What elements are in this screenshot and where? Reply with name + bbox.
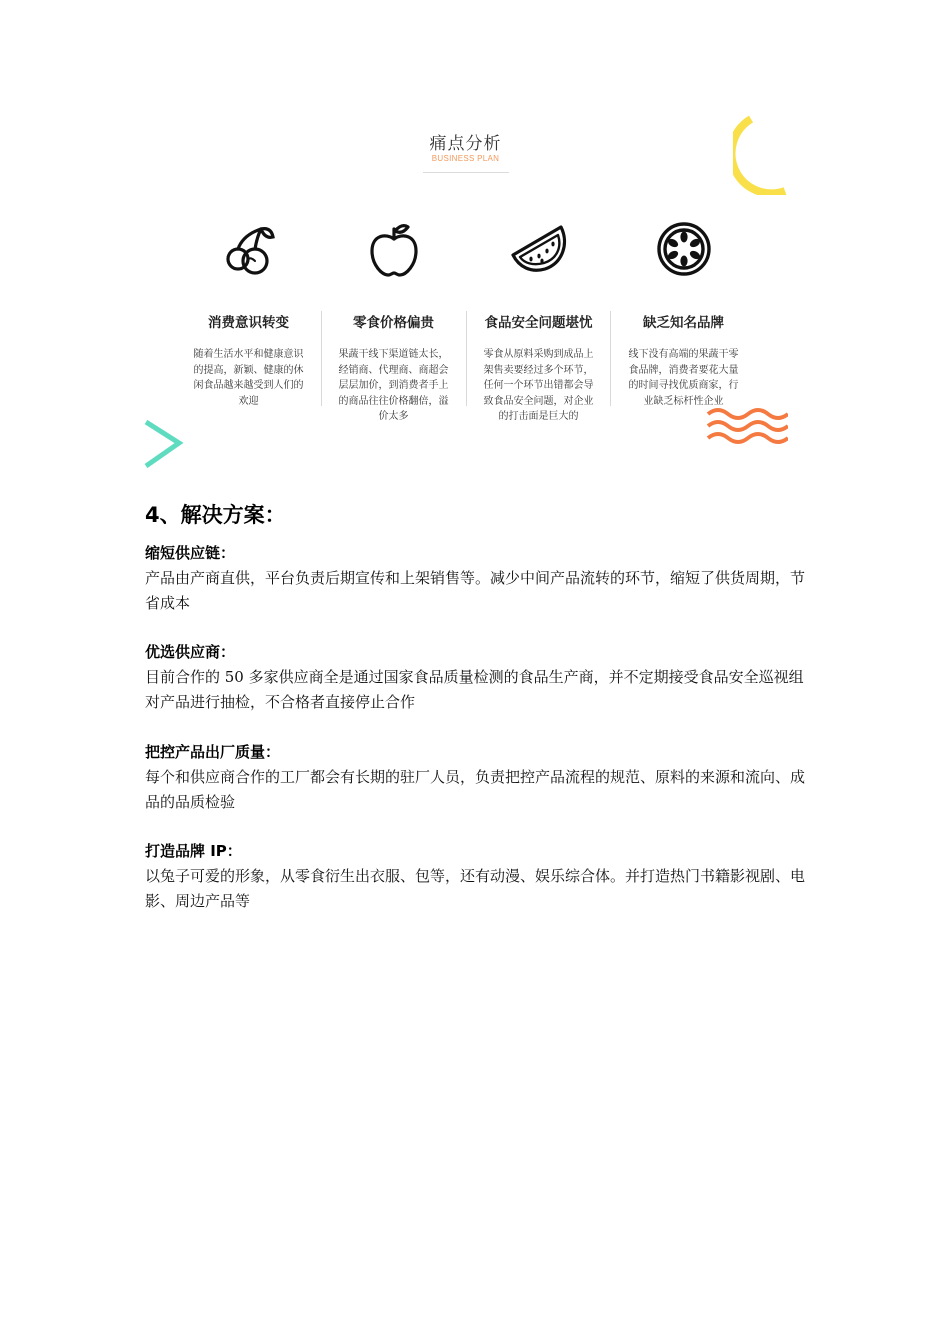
pain-point-column <box>321 221 466 425</box>
watermelon-icon <box>509 221 569 277</box>
column-title: 食品安全问题堪忧 <box>484 315 593 331</box>
column-description: 零食从原料采购到成品上架售卖要经过多个环节，任何一个环节出错都会导致食品安全问题，对企业的打击面是巨大的 <box>483 349 594 422</box>
banner-subtitle: BUSINESS PLAN <box>431 154 500 163</box>
solution-body: 以兔子可爱的形象，从零食衍生出衣服、包等，还有动漫、娱乐综合体。并打造热门书籍影视剧、电影、周边产品等 <box>145 867 806 910</box>
cherry-icon <box>221 221 277 277</box>
apple-icon <box>366 221 422 277</box>
solution-body: 产品由产商直供，平台负责后期宣传和上架销售等。减少中间产品流转的环节，缩短了供货周期，节省成本 <box>145 569 806 612</box>
citrus-slice-icon <box>656 221 712 277</box>
solution-label: 优选供应商： <box>145 643 236 661</box>
orange-wave-decoration <box>706 406 788 451</box>
solution-item <box>145 839 810 914</box>
column-title: 零食价格偏贵 <box>353 315 434 331</box>
column-description: 随着生活水平和健康意识的提高，新颖、健康的休闲食品越来越受到人们的欢迎 <box>193 349 304 407</box>
solution-label: 把控产品出厂质量： <box>145 743 281 761</box>
title-underline <box>423 172 509 173</box>
section-heading: 4、解决方案： <box>145 503 286 527</box>
teal-triangle-decoration <box>143 418 185 468</box>
solution-body: 目前合作的 50 多家供应商全是通过国家食品质量检测的食品生产商，并不定期接受食品安全巡视组对产品进行抽检，不合格者直接停止合作 <box>145 668 804 711</box>
pain-point-column <box>611 221 756 409</box>
column-description: 果蔬干线下渠道链太长，经销商、代理商、商超会层层加价，到消费者手上的商品往往价格翻倍，溢价太多 <box>338 349 449 422</box>
solution-label: 缩短供应链： <box>145 544 236 562</box>
solution-item <box>145 541 810 616</box>
solution-item <box>145 640 810 715</box>
column-title: 缺乏知名品牌 <box>643 315 724 331</box>
pain-point-banner <box>143 113 788 468</box>
pain-point-column <box>176 221 321 409</box>
solution-body: 每个和供应商合作的工厂都会有长期的驻厂人员，负责把控产品流程的规范、原料的来源和流向、成品的品质检验 <box>145 768 806 811</box>
column-title: 消费意识转变 <box>208 315 289 331</box>
pain-point-column <box>466 221 611 425</box>
solution-label: 打造品牌 IP： <box>145 842 242 860</box>
solution-item <box>145 740 810 815</box>
column-description: 线下没有高端的果蔬干零食品牌，消费者要花大量的时间寻找优质商家，行业缺乏标杆性企业 <box>628 349 739 407</box>
banner-title: 痛点分析 <box>429 134 502 154</box>
